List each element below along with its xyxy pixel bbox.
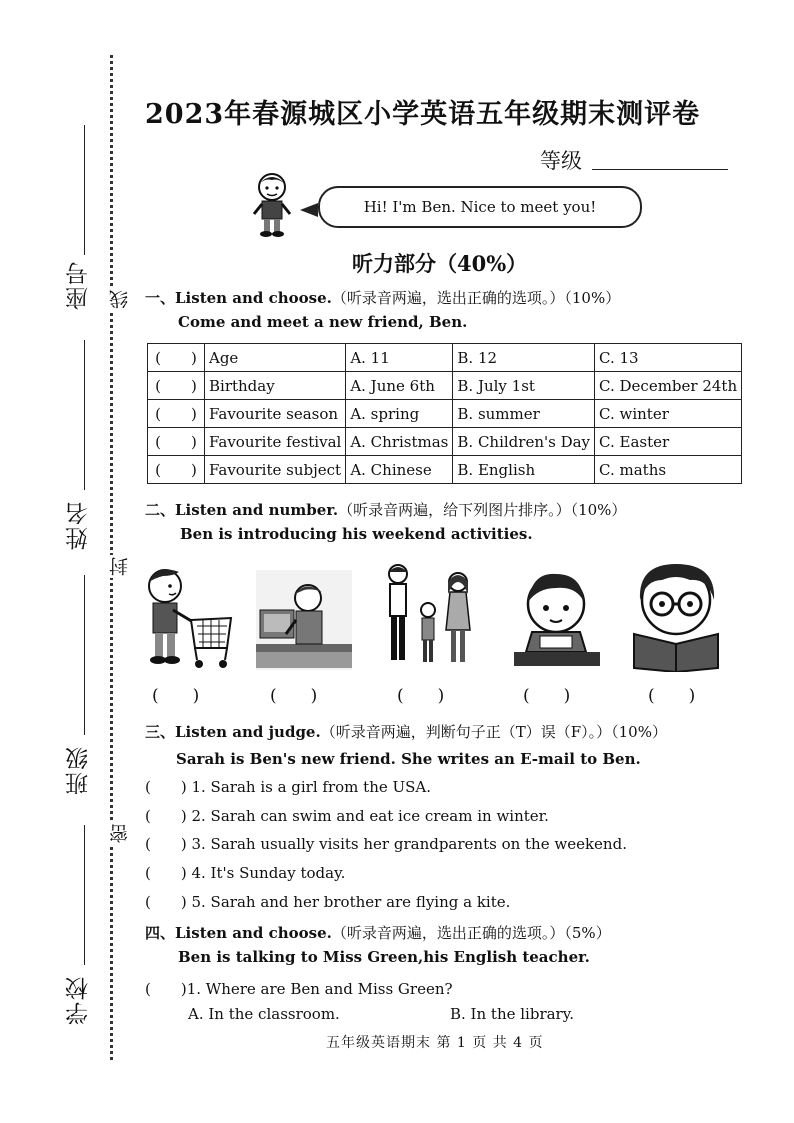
- listening-section-title: 听力部分（40%）: [352, 251, 528, 276]
- class-label: 班级: [66, 745, 92, 795]
- part4-heading-en: 四、Listen and choose.: [145, 924, 332, 942]
- part1-heading-en: 一、Listen and choose.: [145, 289, 332, 307]
- part1-heading: [145, 287, 620, 308]
- part4-option-b: B. In the library.: [450, 1005, 574, 1023]
- page-title: 2023年春源城区小学英语五年级期末测评卷: [145, 99, 701, 130]
- part1-table: [147, 343, 742, 484]
- table-row: [148, 456, 742, 484]
- table-row: [148, 372, 742, 400]
- page-footer: 五年级英语期末 第 1 页 共 4 页: [326, 1035, 544, 1051]
- answer-blank[interactable]: ( ): [148, 400, 205, 428]
- part2-heading-en: 二、Listen and number.: [145, 501, 339, 519]
- part4-heading: [145, 922, 611, 943]
- judge-item[interactable]: ( ) 2. Sarah can swim and eat ice cream in winter.: [145, 807, 549, 825]
- answer-blank[interactable]: ( ): [148, 456, 205, 484]
- option-b: B. Children's Day: [453, 428, 595, 456]
- speech-bubble: Hi! I'm Ben. Nice to meet you!: [318, 186, 642, 228]
- option-a: A. Chinese: [346, 456, 453, 484]
- table-row: [148, 344, 742, 372]
- part3-heading-en: 三、Listen and judge.: [145, 723, 321, 741]
- option-c: C. December 24th: [595, 372, 742, 400]
- option-a: A. June 6th: [346, 372, 453, 400]
- option-c: C. Easter: [595, 428, 742, 456]
- judge-item[interactable]: ( ) 3. Sarah usually visits her grandparents on the weekend.: [145, 835, 627, 853]
- option-b: B. July 1st: [453, 372, 595, 400]
- part1-instruction: （听录音两遍，选出正确的选项。）（10%）: [331, 289, 621, 307]
- reading-picture-icon: [628, 560, 724, 672]
- part4-subtitle: Ben is talking to Miss Green,his English teacher.: [178, 948, 590, 966]
- option-a: A. spring: [346, 400, 453, 428]
- part2-heading: [145, 499, 626, 520]
- seat-number-line: [84, 125, 85, 255]
- table-row: [148, 400, 742, 428]
- option-b: B. 12: [453, 344, 595, 372]
- part3-instruction: （听录音两遍，判断句子正（T）误（F）。）（10%）: [320, 723, 667, 741]
- option-a: A. Christmas: [346, 428, 453, 456]
- picture-2-blank[interactable]: ( ): [270, 686, 318, 706]
- seat-number-label: 座号: [66, 260, 92, 310]
- grade-label: 等级: [540, 149, 582, 173]
- table-cell: Favourite subject: [205, 456, 346, 484]
- answer-blank[interactable]: ( ): [148, 428, 205, 456]
- school-line: [84, 825, 85, 965]
- picture-3-blank[interactable]: ( ): [397, 686, 445, 706]
- name-line: [84, 340, 85, 490]
- ben-cartoon-icon: [248, 170, 296, 238]
- option-b: B. English: [453, 456, 595, 484]
- grade-blank[interactable]: [592, 169, 728, 170]
- part4-option-a: A. In the classroom.: [188, 1005, 340, 1023]
- part1-subtitle: Come and meet a new friend, Ben.: [178, 313, 468, 331]
- part2-instruction: （听录音两遍，给下列图片排序。）（10%）: [338, 501, 627, 519]
- part4-question[interactable]: ( )1. Where are Ben and Miss Green?: [145, 980, 453, 998]
- family-picture-icon: [382, 560, 478, 672]
- part4-instruction: （听录音两遍，选出正确的选项。）（5%）: [331, 924, 611, 942]
- picture-4-blank[interactable]: ( ): [523, 686, 571, 706]
- judge-item[interactable]: ( ) 1. Sarah is a girl from the USA.: [145, 778, 432, 796]
- name-label: 姓名: [66, 500, 92, 550]
- computer-picture-icon: [256, 560, 352, 672]
- seal-mi: 密: [106, 822, 133, 845]
- option-c: C. winter: [595, 400, 742, 428]
- part2-subtitle: Ben is introducing his weekend activities.: [180, 525, 533, 543]
- shopping-cart-picture-icon: [143, 560, 235, 672]
- homework-picture-icon: [512, 560, 602, 672]
- seal-xian: 线: [106, 288, 133, 311]
- answer-blank[interactable]: ( ): [148, 372, 205, 400]
- answer-blank[interactable]: ( ): [148, 344, 205, 372]
- judge-item[interactable]: ( ) 4. It's Sunday today.: [145, 864, 346, 882]
- school-label: 学校: [66, 975, 92, 1025]
- picture-1-blank[interactable]: ( ): [152, 686, 200, 706]
- part3-subtitle: Sarah is Ben's new friend. She writes an E-mail to Ben.: [176, 750, 641, 768]
- part3-heading: [145, 721, 667, 742]
- table-cell: Age: [205, 344, 346, 372]
- table-cell: Favourite festival: [205, 428, 346, 456]
- option-a: A. 11: [346, 344, 453, 372]
- seal-feng: 封: [106, 555, 133, 578]
- picture-5-blank[interactable]: ( ): [648, 686, 696, 706]
- speech-bubble-tail: [300, 203, 318, 217]
- option-c: C. 13: [595, 344, 742, 372]
- judge-item[interactable]: ( ) 5. Sarah and her brother are flying a kite.: [145, 893, 511, 911]
- table-cell: Birthday: [205, 372, 346, 400]
- table-row: [148, 428, 742, 456]
- option-b: B. summer: [453, 400, 595, 428]
- table-cell: Favourite season: [205, 400, 346, 428]
- option-c: C. maths: [595, 456, 742, 484]
- class-line: [84, 575, 85, 735]
